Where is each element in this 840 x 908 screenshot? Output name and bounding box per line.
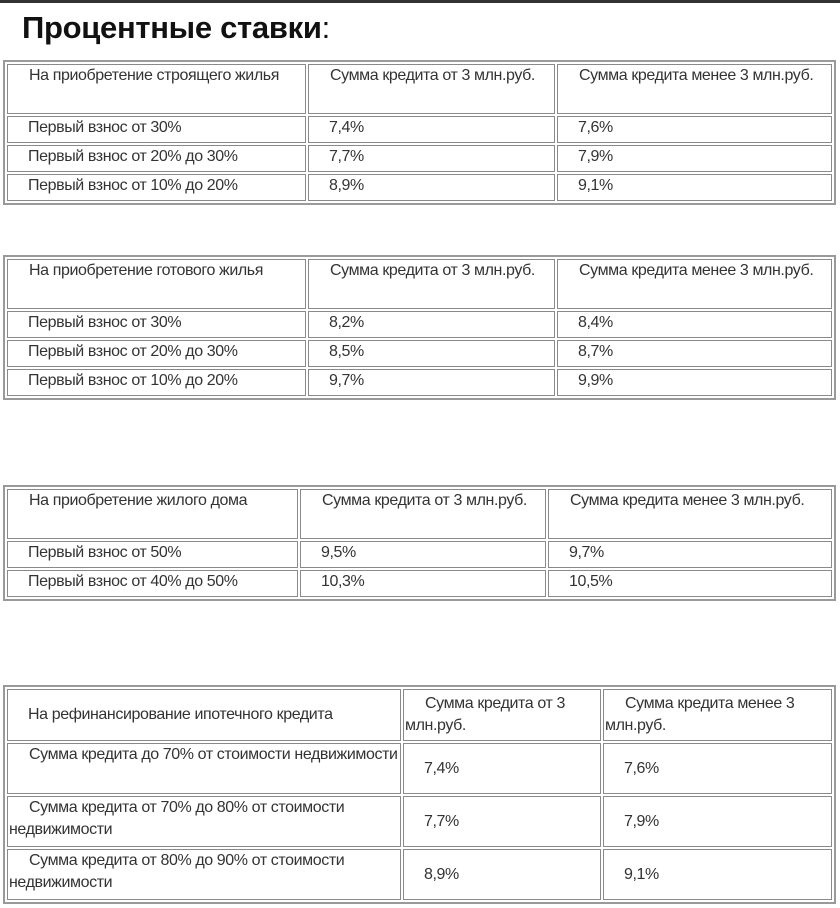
rate-cell: 10,3%	[300, 570, 546, 597]
table-row	[7, 570, 832, 597]
rates-table-ready-housing	[3, 255, 836, 400]
row-label: Сумма кредита от 80% до 90% от стоимости недвижимости	[7, 849, 401, 900]
table-header-row	[7, 689, 832, 741]
table-row	[7, 849, 832, 900]
rate-cell: 9,7%	[308, 369, 555, 396]
header-cell: Сумма кредита от 3 млн.руб.	[403, 689, 601, 741]
row-label: Первый взнос от 30%	[7, 116, 306, 143]
table-row	[7, 311, 832, 338]
table-header-row	[7, 64, 832, 114]
rate-cell: 8,5%	[308, 340, 555, 367]
header-cell: Сумма кредита от 3 млн.руб.	[308, 64, 555, 114]
row-label: Первый взнос от 20% до 30%	[7, 340, 306, 367]
row-label: Первый взнос от 10% до 20%	[7, 174, 306, 201]
table-header-row	[7, 259, 832, 309]
table-row	[7, 541, 832, 568]
rates-table-refinancing	[3, 685, 836, 904]
row-label: Сумма кредита до 70% от стоимости недвижимости	[7, 743, 401, 794]
rate-cell: 7,4%	[308, 116, 555, 143]
table-row	[7, 340, 832, 367]
header-cell: На приобретение строящего жилья	[7, 64, 306, 114]
row-label: Первый взнос от 40% до 50%	[7, 570, 298, 597]
rates-table-under-construction	[3, 60, 836, 205]
table-row	[7, 743, 832, 794]
rate-cell: 8,7%	[557, 340, 832, 367]
rates-table-house	[3, 485, 836, 601]
row-label: Первый взнос от 30%	[7, 311, 306, 338]
title-colon: :	[321, 10, 330, 45]
title-text: Процентные ставки	[22, 10, 322, 45]
rate-cell: 7,9%	[603, 796, 832, 847]
header-cell: Сумма кредита менее 3 млн.руб.	[557, 64, 832, 114]
rate-cell: 7,4%	[403, 743, 601, 794]
row-label: Первый взнос от 20% до 30%	[7, 145, 306, 172]
header-cell: На рефинансирование ипотечного кредита	[7, 689, 401, 741]
rate-cell: 7,6%	[557, 116, 832, 143]
header-cell: Сумма кредита менее 3 млн.руб.	[603, 689, 832, 741]
rate-cell: 8,4%	[557, 311, 832, 338]
table-row	[7, 796, 832, 847]
table-row	[7, 174, 832, 201]
rate-cell: 8,9%	[308, 174, 555, 201]
table-row	[7, 116, 832, 143]
rate-cell: 8,9%	[403, 849, 601, 900]
header-cell: Сумма кредита менее 3 млн.руб.	[557, 259, 832, 309]
header-cell: Сумма кредита менее 3 млн.руб.	[548, 489, 832, 539]
rate-cell: 9,9%	[557, 369, 832, 396]
table-row	[7, 369, 832, 396]
header-cell: Сумма кредита от 3 млн.руб.	[300, 489, 546, 539]
rate-cell: 9,1%	[603, 849, 832, 900]
page-title	[22, 10, 330, 46]
rate-cell: 7,6%	[603, 743, 832, 794]
row-label: Первый взнос от 50%	[7, 541, 298, 568]
row-label: Сумма кредита от 70% до 80% от стоимости недвижимости	[7, 796, 401, 847]
rate-cell: 9,7%	[548, 541, 832, 568]
rate-cell: 7,9%	[557, 145, 832, 172]
top-divider	[0, 0, 840, 3]
rate-cell: 9,1%	[557, 174, 832, 201]
row-label: Первый взнос от 10% до 20%	[7, 369, 306, 396]
table-header-row	[7, 489, 832, 539]
rate-cell: 10,5%	[548, 570, 832, 597]
rate-cell: 9,5%	[300, 541, 546, 568]
rate-cell: 8,2%	[308, 311, 555, 338]
header-cell: На приобретение жилого дома	[7, 489, 298, 539]
header-cell: Сумма кредита от 3 млн.руб.	[308, 259, 555, 309]
rate-cell: 7,7%	[403, 796, 601, 847]
header-cell: На приобретение готового жилья	[7, 259, 306, 309]
table-row	[7, 145, 832, 172]
rate-cell: 7,7%	[308, 145, 555, 172]
